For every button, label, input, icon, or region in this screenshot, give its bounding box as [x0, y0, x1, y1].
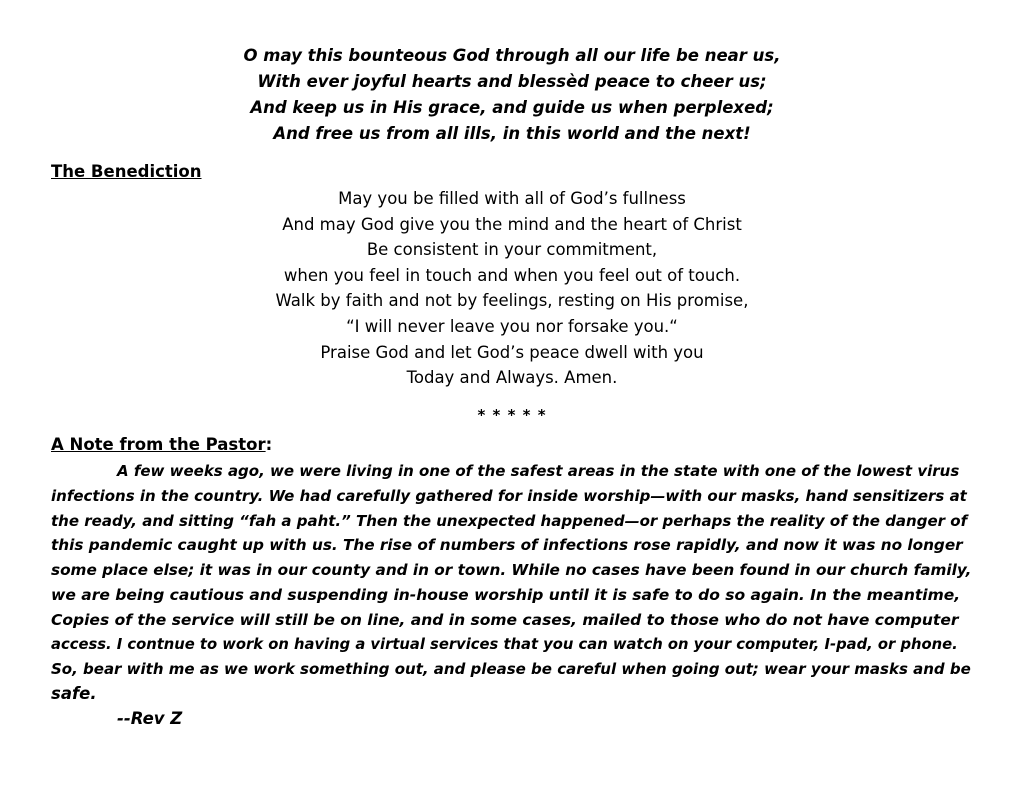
benediction-heading	[51, 160, 202, 184]
pastor-note-body	[51, 459, 971, 707]
pastor-signature: --Rev Z	[117, 709, 183, 728]
benediction-line: Today and Always. Amen.	[406, 368, 618, 388]
benediction-line: May you be filled with all of God’s fullness	[338, 189, 686, 208]
hymn-line: O may this bounteous God through all our life be near us,	[243, 46, 781, 65]
pastor-note-line: this pandemic caught up with us. The rise of numbers of infections rose rapidly, and now it was no longer	[51, 536, 963, 555]
pastor-note-line: access. I contnue to work on having a virtual services that you can watch on your computer, I-pad, or phone.	[51, 635, 958, 653]
benediction-text	[0, 186, 1024, 391]
hymn-line: And free us from all ills, in this world and the next!	[273, 124, 751, 143]
pastor-note-line: infections in the country. We had carefully gathered for inside worship—with our masks, hand sensitizers at	[51, 486, 967, 505]
pastor-note-line: Copies of the service will still be on line, and in some cases, mailed to those who do not have computer	[51, 610, 959, 629]
benediction-line: Walk by faith and not by feelings, resting on His promise,	[275, 291, 749, 311]
benediction-line: And may God give you the mind and the heart of Christ	[282, 214, 742, 234]
benediction-line: “I will never leave you nor forsake you.“	[346, 316, 678, 336]
pastor-note-heading	[51, 433, 272, 457]
benediction-line: Be consistent in your commitment,	[366, 240, 658, 260]
pastor-note-line: we are being cautious and suspending in-house worship until it is safe to do so again. In the meantime,	[51, 585, 961, 604]
pastor-note-line: safe.	[51, 684, 97, 704]
benediction-line: Praise God and let God’s peace dwell with you	[320, 342, 704, 362]
pastor-note-line: the ready, and sitting “fah a paht.” Then the unexpected happened—or perhaps the reality of the danger of	[51, 511, 968, 530]
pastor-note-heading-colon: :	[265, 435, 273, 454]
hymn-line: With ever joyful hearts and blessèd peace to cheer us;	[257, 72, 767, 91]
pastor-note-line: So, bear with me as we work something out, and please be careful when going out; wear your masks and be	[51, 660, 971, 679]
hymn-line: And keep us in His grace, and guide us when perplexed;	[250, 98, 774, 117]
section-separator: * * * * *	[477, 406, 547, 424]
benediction-line: when you feel in touch and when you feel out of touch.	[283, 265, 741, 285]
pastor-note-line: some place else; it was in our county and in or town. While no cases have been found in our church family,	[51, 561, 972, 580]
pastor-note-heading-text: A Note from the Pastor	[51, 435, 266, 454]
hymn-verse	[0, 43, 1024, 147]
benediction-heading-text: The Benediction	[51, 162, 202, 181]
pastor-note-line: A few weeks ago, we were living in one of the safest areas in the state with one of the lowest virus	[117, 462, 960, 480]
